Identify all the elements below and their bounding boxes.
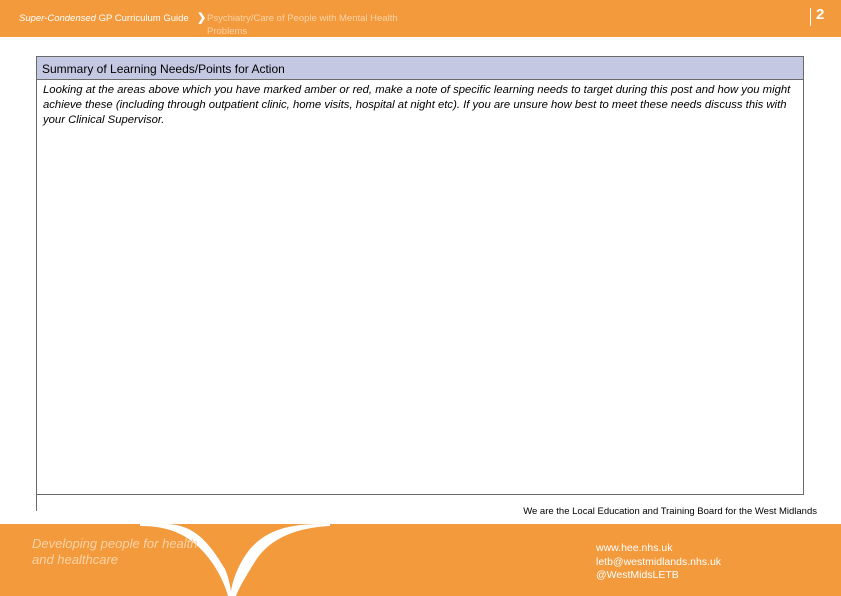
page-number-divider: [810, 8, 811, 26]
doc-title-rest: GP Curriculum Guide: [95, 13, 189, 24]
summary-heading: Summary of Learning Needs/Points for Action: [37, 57, 803, 80]
section-title: Psychiatry/Care of People with Mental Health Problems: [207, 13, 398, 37]
twitter-handle[interactable]: @WestMidsLETB: [596, 569, 679, 581]
footer-tagline: Developing people for health and healthcare: [32, 536, 198, 567]
chevron-right-icon: ❯: [197, 12, 207, 24]
doc-title-italic: Super-Condensed: [19, 13, 96, 24]
website-link[interactable]: www.hee.nhs.uk: [596, 542, 673, 554]
letb-statement: We are the Local Education and Training Board for the West Midlands: [523, 506, 817, 517]
email-link[interactable]: letb@westmidlands.nhs.uk: [596, 555, 722, 568]
footer-contacts: [596, 542, 721, 583]
doc-title: [19, 12, 189, 25]
summary-box[interactable]: [36, 56, 804, 495]
summary-instructions: Looking at the areas above which you have marked amber or red, make a note of specific learning needs to target during this post and how you might achieve these (including through outpatient clinic, home visits, hospital at night etc). If you are unsure how best to meet these needs discuss this with your Clinical Supervisor.: [43, 84, 791, 126]
page-number: 2: [816, 6, 825, 23]
box-tick: [36, 495, 37, 511]
